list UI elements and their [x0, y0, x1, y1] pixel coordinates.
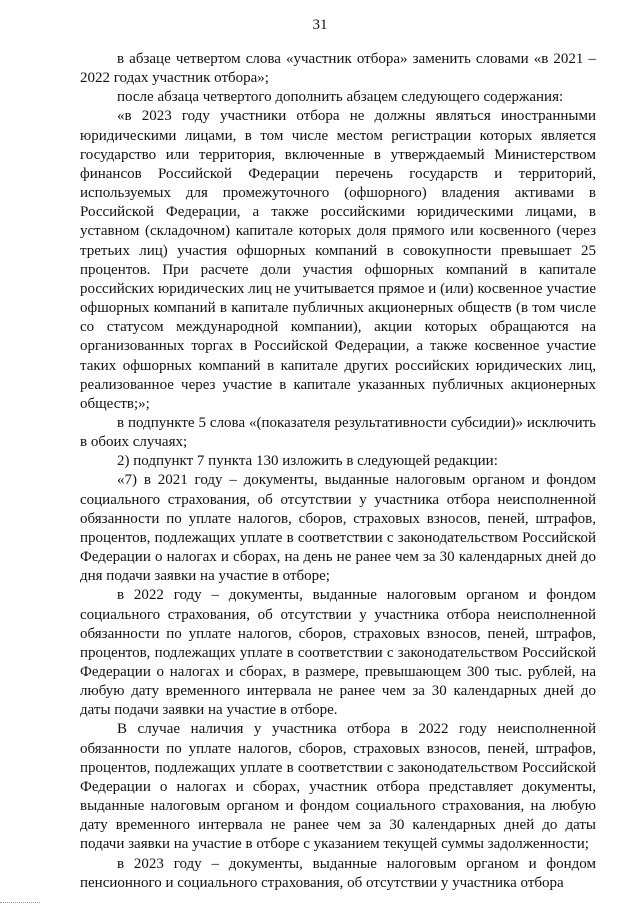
scan-edge-mark — [0, 899, 40, 903]
document-body — [80, 50, 596, 893]
paragraph-9: в 2023 году – документы, выданные налоговым органом и фондом пенсионного и социального страхования, об отсутствии у участника отбора — [80, 855, 596, 891]
paragraph-4: в подпункте 5 слова «(показателя результативности субсидии)» исключить в обоих случаях; — [80, 414, 596, 451]
paragraph-2: после абзаца четвертого дополнить абзацем следующего содержания: — [117, 89, 564, 106]
paragraph-5: 2) подпункт 7 пункта 130 изложить в следующей редакции: — [117, 453, 498, 470]
paragraph-6: «7) в 2021 году – документы, выданные налоговым органом и фондом социального страхования, об отсутствии у участника отбора неисполненной обязанности по уплате налогов, сборов, страховых взносов, пеней, штрафов, процентов, подлежащих уплате в соответствии с законодательством Российской Федерации о налогах и сборах, на день не ранее чем за 30 календарных дней до дня подачи заявки на участие в отборе; — [80, 472, 596, 585]
page-number: 31 — [312, 17, 328, 33]
paragraph-7: в 2022 году – документы, выданные налоговым органом и фондом социального страхования, об отсутствии у участника отбора неисполненной обязанности по уплате налогов, сборов, страховых взносов, пеней, штрафов, процентов, подлежащих уплате в соответствии с законодательством Российской Федерации о налогах и сборах, в размере, превышающем 300 тыс. рублей, на любую дату временного интервала не ранее чем за 30 календарных дней до даты подачи заявки на участие в отборе. — [80, 587, 596, 719]
paragraph-1: в абзаце четвертом слова «участник отбора» заменить словами «в 2021 – 2022 годах участник отбора»; — [80, 51, 596, 87]
paragraph-3: «в 2023 году участники отбора не должны являться иностранными юридическими лицами, в том числе местом регистрации которых является государство или территория, включенные в утверждаемый Министерством финансов Российской Федерации перечень государств и территорий, используемых для промежуточного (офшорного) владения активами в Российской Федерации, а также российскими юридическими лицами, в уставном (складочном) капитале которых доля прямого или косвенного (через третьих лиц) участия офшорных компаний в совокупности превышает 25 процентов. При расчете доли участия офшорных компаний в капитале российских юридических лиц не учитывается прямое и (или) косвенное участие офшорных компаний в капитале публичных акционерных обществ (в том числе со статусом международной компании), акции которых обращаются на организованных торгах в Российской Федерации, а также косвенное участие таких офшорных компаний в капитале других российских юридических лиц, реализованное через участие в капитале указанных публичных акционерных обществ;»; — [80, 108, 596, 412]
paragraph-8: В случае наличия у участника отбора в 2022 году неисполненной обязанности по уплате налогов, сборов, страховых взносов, пеней, штрафов, процентов, подлежащих уплате в соответствии с законодательством Российской Федерации о налогах и сборах, участник отбора представляет документы, выданные налоговым органом и фондом социального страхования, на любую дату временного интервала не ранее чем за 30 календарных дней до даты подачи заявки на участие в отборе с указанием текущей суммы задолженности; — [80, 721, 596, 853]
